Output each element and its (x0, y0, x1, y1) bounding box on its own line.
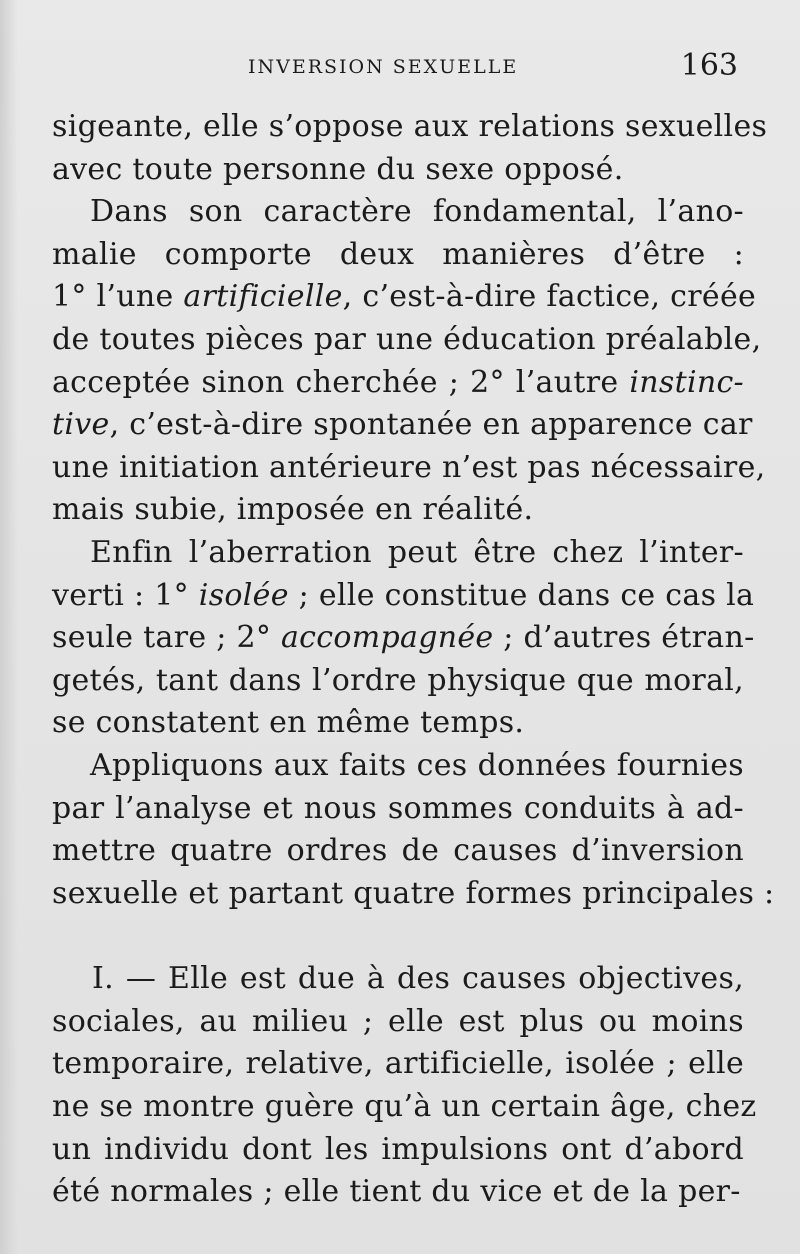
italic-term: isolée (198, 577, 289, 613)
text-run: mettre quatre ordres de causes d’inversion (52, 833, 744, 869)
text-line (52, 447, 766, 490)
text-line (52, 1086, 757, 1129)
text-run: se constatent en même temps. (52, 705, 525, 741)
text-line (52, 958, 744, 1001)
text-line (52, 1171, 744, 1214)
page-number: 163 (680, 48, 738, 83)
text-line (52, 149, 744, 192)
italic-term: instinc- (629, 364, 744, 400)
running-title: INVERSION SEXUELLE (248, 56, 519, 78)
text-run: un individu dont les impulsions ont d’abord (52, 1131, 744, 1167)
text-run: par l’analyse et nous sommes conduits à ad- (52, 790, 744, 826)
text-run: Dans son caractère fondamental, l’ano- (90, 194, 744, 230)
text-line (52, 745, 744, 788)
text-run: getés, tant dans l’ordre physique que moral, (52, 662, 744, 698)
text-run: une initiation antérieure n’est pas nécessaire, (52, 449, 766, 485)
page-edge-shadow (0, 0, 18, 1254)
text-line (52, 660, 744, 703)
paragraph (52, 745, 775, 915)
text-line (52, 532, 744, 575)
text-run: Appliquons aux faits ces données fournies (90, 747, 744, 783)
text-line (52, 1043, 744, 1086)
text-run: malie comporte deux manières d’être : (52, 236, 744, 272)
text-line (52, 617, 755, 660)
paragraph (52, 191, 766, 532)
text-run: 1° l’une (52, 279, 184, 315)
text-line (52, 702, 744, 745)
text-run: avec toute personne du sexe opposé. (52, 151, 624, 187)
section-paragraph (52, 958, 757, 1214)
text-run: , c’est-à-dire spontanée en apparence car (109, 407, 753, 443)
text-run: sexuelle et partant quatre formes principales : (52, 875, 775, 911)
paragraph (52, 106, 768, 191)
text-run: ; d’autres étran- (493, 620, 755, 656)
body-text (52, 106, 775, 1214)
text-line (52, 575, 755, 618)
text-run: , c’est-à-dire factice, créée (342, 279, 757, 315)
text-line (52, 319, 762, 362)
text-line (52, 873, 775, 916)
text-run: sociales, au milieu ; elle est plus ou moins (52, 1003, 744, 1039)
paragraph (52, 532, 755, 745)
text-run: temporaire, relative, artificielle, isolée ; elle (52, 1046, 744, 1082)
text-line (52, 1001, 744, 1044)
section-gap (52, 915, 744, 958)
text-run: verti : 1° (52, 577, 199, 613)
text-line (52, 830, 744, 873)
text-run: sigeante, elle s’oppose aux relations sexuelles (52, 109, 768, 144)
text-line (52, 362, 744, 405)
text-run: I. — Elle est due à des causes objectives, (92, 961, 744, 997)
italic-term: tive (52, 407, 110, 443)
text-run: acceptée sinon cherchée ; 2° l’autre (52, 364, 630, 400)
text-run: Enfin l’aberration peut être chez l’inter- (90, 534, 744, 570)
italic-term: accompagnée (281, 620, 494, 656)
text-line (52, 1129, 744, 1172)
text-line (52, 404, 753, 447)
running-head (248, 48, 738, 88)
text-run: été normales ; elle tient du vice et de la per- (52, 1174, 741, 1210)
text-line (52, 106, 768, 149)
text-run: seule tare ; 2° (52, 620, 281, 656)
text-line (52, 276, 757, 319)
text-run: ne se montre guère qu’à un certain âge, chez (52, 1089, 757, 1125)
text-line (52, 234, 744, 277)
text-run: mais subie, imposée en réalité. (52, 492, 534, 528)
text-line (52, 788, 744, 831)
text-run: de toutes pièces par une éducation préalable, (52, 321, 762, 357)
italic-term: artificielle (183, 279, 343, 315)
text-line (52, 489, 744, 532)
text-run: ; elle constitue dans ce cas la (288, 577, 755, 613)
text-line (52, 191, 744, 234)
